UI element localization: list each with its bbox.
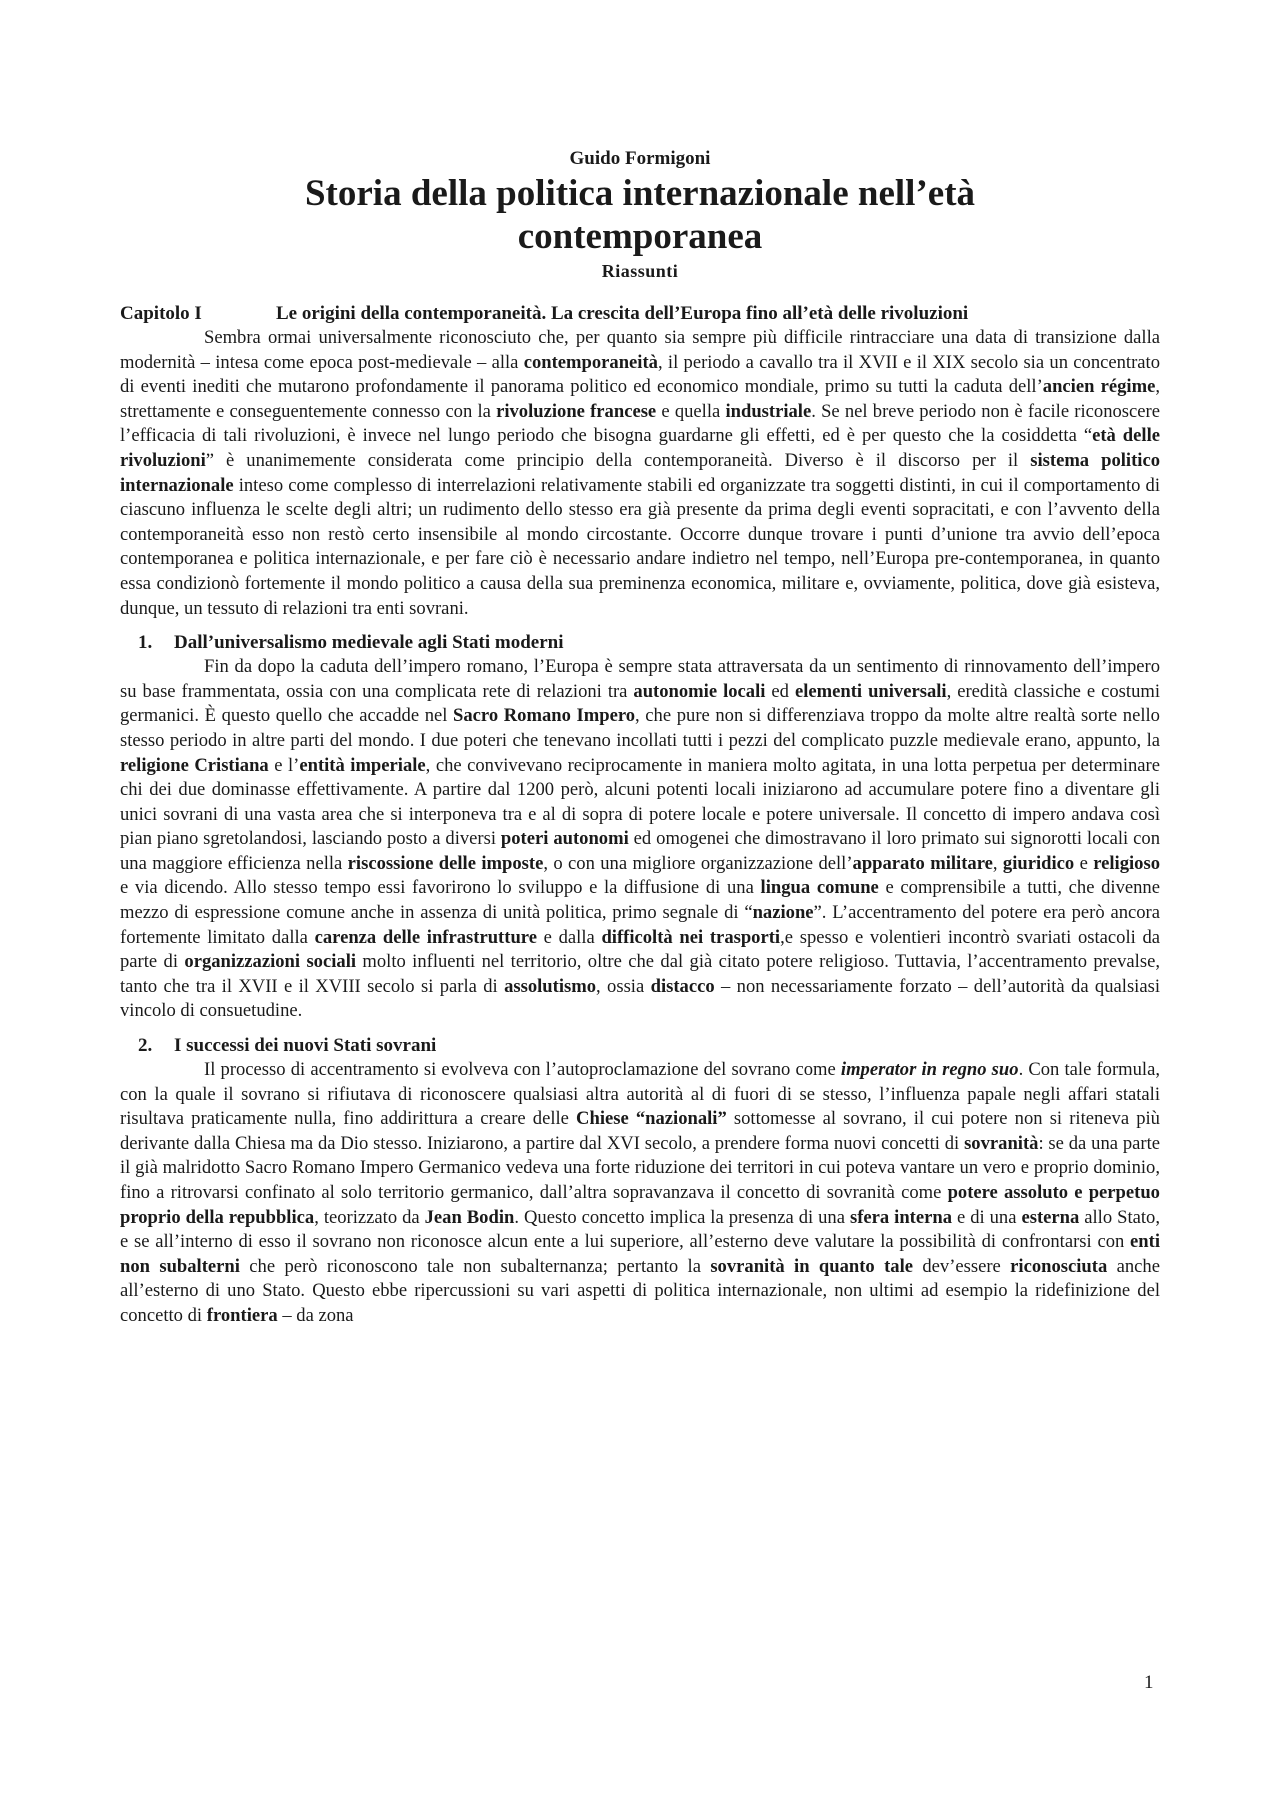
section-1-number: 1. — [138, 632, 153, 654]
section-2-paragraph: Il processo di accentramento si evolveva con l’autoproclamazione del sovrano come imperator in regno suo. Con tale formula, con la quale il sovrano si rifiutava di riconoscere qualsiasi altra autorità al di fuori di se stesso, l’influenza papale negli affari statali risultava praticamente nulla, fino addirittura a creare delle Chiese “nazionali” sottomesse al sovrano, il cui potere non si riteneva più derivante dalla Chiesa ma da Dio stesso. Iniziarono, a partire dal XVI secolo, a prendere forma nuovi concetti di sovranità: se da una parte il già malridotto Sacro Romano Impero Germanico vedeva una forte riduzione dei territori in cui poteva vantare un vero e proprio dominio, fino a ritrovarsi confinato al solo territorio germanico, dall’altra sopravanzava il concetto di sovranità come potere assoluto e perpetuo proprio della repubblica, teorizzato da Jean Bodin. Questo concetto implica la presenza di una sfera interna e di una esterna allo Stato, e se all’interno di esso il sovrano non riconosce alcun ente a lui superiore, all’esterno deve valutare la possibilità di confrontarsi con enti non subalterni che però riconoscono tale non subalternanza; pertanto la sovranità in quanto tale dev’essere riconosciuta anche all’esterno di uno Stato. Questo ebbe ripercussioni su vari aspetti di politica internazionale, non ultimi ad esempio la ridefinizione del concetto di frontiera – da zona — [120, 1059, 1160, 1326]
section-2-heading — [120, 1034, 1160, 1058]
title-line-2: contemporanea — [517, 216, 763, 257]
page-number: 1 — [1144, 1672, 1154, 1693]
document-subtitle: Riassunti — [601, 261, 679, 281]
section-2-title: I successi dei nuovi Stati sovrani — [174, 1035, 437, 1057]
section-1-heading — [120, 631, 1160, 655]
title-line-1: Storia della politica internazionale nell’età — [304, 173, 976, 214]
section-1-paragraph: Fin da dopo la caduta dell’impero romano, l’Europa è sempre stata attraversata da un sentimento di rinnovamento dell’impero su base frammentata, ossia con una complicata rete di relazioni tra autonomie locali ed elementi universali, eredità classiche e costumi germanici. È questo quello che accadde nel Sacro Romano Impero, che pure non si differenziava troppo da molte altre realtà sorte nello stesso periodo in altre parti del mondo. I due poteri che tenevano incollati tutti i pezzi del complicato puzzle medievale erano, appunto, la religione Cristiana e l’entità imperiale, che convivevano reciprocamente in maniera molto agitata, in una lotta perpetua per determinare chi dei due dominasse effettivamente. A partire dal 1200 però, alcuni potenti locali iniziarono ad accumulare potere fino a diventare gli unici sovrani di una vasta area che si interponeva tra e al di sopra di potere locale e potere universale. Il concetto di impero andava così pian piano sgretolandosi, lasciando posto a diversi poteri autonomi ed omogenei che dimostravano il loro primato sui signorotti locali con una maggiore efficienza nella riscossione delle imposte, o con una migliore organizzazione dell’apparato militare, giuridico e religioso e via dicendo. Allo stesso tempo essi favorirono lo sviluppo e la diffusione di una lingua comune e comprensibile a tutti, che divenne mezzo di espressione comune anche in assenza di unità politica, primo segnale di “nazione”. L’accentramento del potere era però ancora fortemente limitato dalla carenza delle infrastrutture e dalla difficoltà nei trasporti,e spesso e volentieri incontrò svariati ostacoli da parte di organizzazioni sociali molto influenti nel territorio, oltre che dal già citato potere religioso. Tuttavia, l’accentramento prevalse, tanto che tra il XVII e il XVIII secolo si parla di assolutismo, ossia distacco – non necessariamente forzato – dell’autorità da qualsiasi vincolo di consuetudine. — [120, 656, 1161, 1022]
document-page — [120, 148, 1160, 1329]
chapter-number: Capitolo I — [120, 303, 202, 324]
chapter-heading — [120, 302, 1160, 326]
document-title — [120, 172, 1160, 258]
author-name: Guido Formigoni — [569, 148, 711, 169]
section-1-title: Dall’universalismo medievale agli Stati moderni — [174, 632, 564, 654]
section-2-number: 2. — [138, 1035, 153, 1057]
intro-paragraph: Sembra ormai universalmente riconosciuto che, per quanto sia sempre più difficile rintracciare una data di transizione dalla modernità – intesa come epoca post-medievale – alla contemporaneità, il periodo a cavallo tra il XVII e il XIX secolo sia un concentrato di eventi inediti che mutarono profondamente il panorama politico ed economico mondiale, primo su tutti la caduta dell’ancien régime, strettamente e conseguentemente connesso con la rivoluzione francese e quella industriale. Se nel breve periodo non è facile riconoscere l’efficacia di tali rivoluzioni, è invece nel lungo periodo che bisogna guardarne gli effetti, ed è per questo che la cosiddetta “età delle rivoluzioni” è unanimemente considerata come principio della contemporaneità. Diverso è il discorso per il sistema politico internazionale inteso come complesso di interrelazioni relativamente stabili ed organizzate tra soggetti distinti, in cui il comportamento di ciascuno influenza le scelte degli altri; un rudimento dello stesso era già presente da prima degli eventi sopracitati, e con l’avvento della contemporaneità esso non restò certo insensibile al mondo circostante. Occorre dunque trovare i punti d’unione tra avvio dell’epoca contemporanea e politica internazionale, e per fare ciò è necessario andare indietro nel tempo, nell’Europa pre-contemporanea, in quanto essa condizionò fortemente il mondo politico a causa della sua preminenza economica, militare e, ovviamente, politica, dove già esisteva, dunque, un tessuto di relazioni tra enti sovrani. — [120, 327, 1160, 619]
chapter-title: Le origini della contemporaneità. La crescita dell’Europa fino all’età delle rivoluzioni — [276, 303, 969, 324]
